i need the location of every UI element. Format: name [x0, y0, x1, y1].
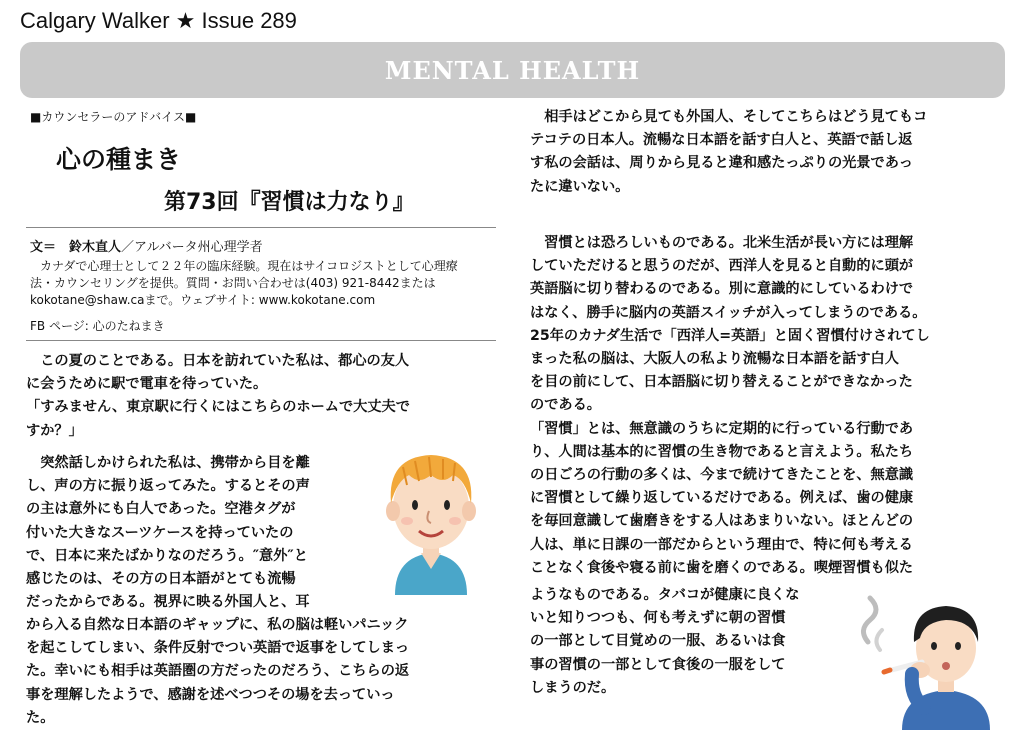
facebook-page: FB ページ: 心のたねまき [30, 319, 165, 333]
body-line: を起こしてしまい、条件反射でつい英語で返事をしてしまっ [26, 640, 410, 657]
body-line: に会うために駅で電車を待っていた。 [26, 376, 268, 393]
body-line: だったからである。視界に映る外国人と、耳 [26, 594, 310, 611]
body-line: しまうのだ。 [530, 679, 616, 696]
body-line: す私の会話は、周りから見ると違和感たっぷりの光景であっ [530, 155, 913, 172]
issue-header: Calgary Walker ★ Issue 289 [20, 8, 297, 33]
body-line: いと知りつつも、何も考えずに朝の習慣 [530, 610, 786, 627]
body-line: で、日本に来たばかりなのだろう。″意外″と [26, 547, 308, 564]
column-kicker: ■カウンセラーのアドバイス■ [30, 110, 197, 124]
bio-line: kokotane@shaw.caまで。ウェブサイト: www.kokotane.com [30, 293, 376, 307]
body-paragraph-4-end [530, 584, 850, 700]
body-line: 「習慣」とは、無意識のうちに定期的に行っている行動であ [530, 420, 914, 437]
body-line: はなく、勝手に脳内の英語スイッチが入ってしまうのである。 [530, 304, 927, 321]
bio-line: カナダで心理士として２２年の臨床経験。現在はサイコロジストとして心理療 [40, 259, 458, 273]
body-line: の主は意外にも白人であった。空港タグが [26, 501, 296, 518]
body-line: テコテの日本人。流暢な日本語を話す白人と、英語で話し返 [530, 132, 913, 149]
author-bio [30, 258, 492, 309]
body-line: 付いた大きなスーツケースを持っていたの [26, 524, 294, 541]
body-line: の一部として目覚めの一服、あるいは食 [530, 633, 786, 650]
body-line: まった私の脳は、大阪人の私より流暢な日本語を話す白人 [530, 351, 899, 368]
body-line: すか？」 [26, 422, 83, 439]
smoking-man-illustration [854, 590, 998, 730]
body-line: 習慣とは恐ろしいものである。北米生活が長い方には理解 [530, 235, 914, 251]
body-line: から入る自然な日本語のギャップに、私の脳は軽いパニック [26, 617, 409, 633]
section-banner [20, 42, 1005, 98]
body-line: に習慣として繰り返しているだけである。例えば、歯の健康 [530, 490, 914, 507]
foreign-man-illustration [373, 445, 489, 605]
byline [30, 236, 263, 255]
body-line: 「すみません、東京駅に行くにはこちらのホームで大丈夫で [26, 399, 410, 416]
bio-line: 法・カウンセリングを提供。質問・お問い合わせは(403) 921-8442または [30, 276, 436, 290]
body-line: この夏のことである。日本を訪れていた私は、都心の友人 [26, 353, 410, 369]
body-line: た。 [26, 709, 55, 726]
body-line: 事を理解したようで、感謝を述べつつその場を去っていっ [26, 686, 395, 703]
body-paragraph-2 [26, 452, 371, 614]
body-line: 人は、単に日課の一部だからという理由で、特に何も考える [530, 536, 913, 553]
body-line: たに違いない。 [530, 178, 630, 195]
body-line: ことなく食後や寝る前に歯を磨くのである。喫煙習慣も似た [530, 559, 914, 576]
body-line: 25年のカナダ生活で「西洋人=英語」と固く習慣付けされてし [530, 327, 930, 344]
author-role: ／アルバータ州心理学者 [121, 240, 263, 255]
author-name: 文＝ 鈴木直人 [30, 240, 122, 255]
body-line: を目の前にして、日本語脳に切り替えることができなかった [530, 374, 913, 391]
body-line: た。幸いにも相手は英語圏の方だったのだろう、こちらの返 [26, 663, 410, 680]
body-paragraph-3 [530, 106, 1000, 199]
body-line: の日ごろの行動の多くは、今まで続けてきたことを、無意識 [530, 467, 914, 484]
body-line: 感じたのは、その方の日本語がとても流暢 [26, 571, 296, 588]
body-line: していただけると思うのだが、西洋人を見ると自動的に頭が [530, 258, 914, 275]
section-title: MENTAL HEALTH [384, 55, 641, 85]
divider-bottom [26, 340, 496, 341]
body-line: 相手はどこから見ても外国人、そしてこちらはどう見てもコ [530, 109, 928, 125]
series-title: 心の種まき [56, 145, 182, 174]
body-paragraph-4 [530, 232, 1000, 580]
body-line: り、人間は基本的に習慣の生き物であると言えよう。私たち [530, 443, 914, 460]
body-line: のである。 [530, 397, 601, 414]
divider-top [26, 227, 496, 228]
body-line: 英語脳に切り替わるのである。別に意識的にしているわけで [530, 281, 914, 298]
episode-title: 第73回『習慣は力なり』 [164, 190, 415, 215]
body-line: 突然話しかけられた私は、携帯から目を離 [26, 455, 310, 471]
body-line: 事の習慣の一部として食後の一服をして [530, 656, 786, 673]
body-line: を毎回意識して歯磨きをする人はあまりいない。ほとんどの [530, 513, 914, 530]
body-line: ようなものである。タバコが健康に良くな [530, 587, 800, 603]
body-line: し、声の方に振り返ってみた。するとその声 [26, 478, 310, 495]
body-paragraph-2-end [26, 614, 496, 730]
body-paragraph-1 [26, 350, 496, 443]
